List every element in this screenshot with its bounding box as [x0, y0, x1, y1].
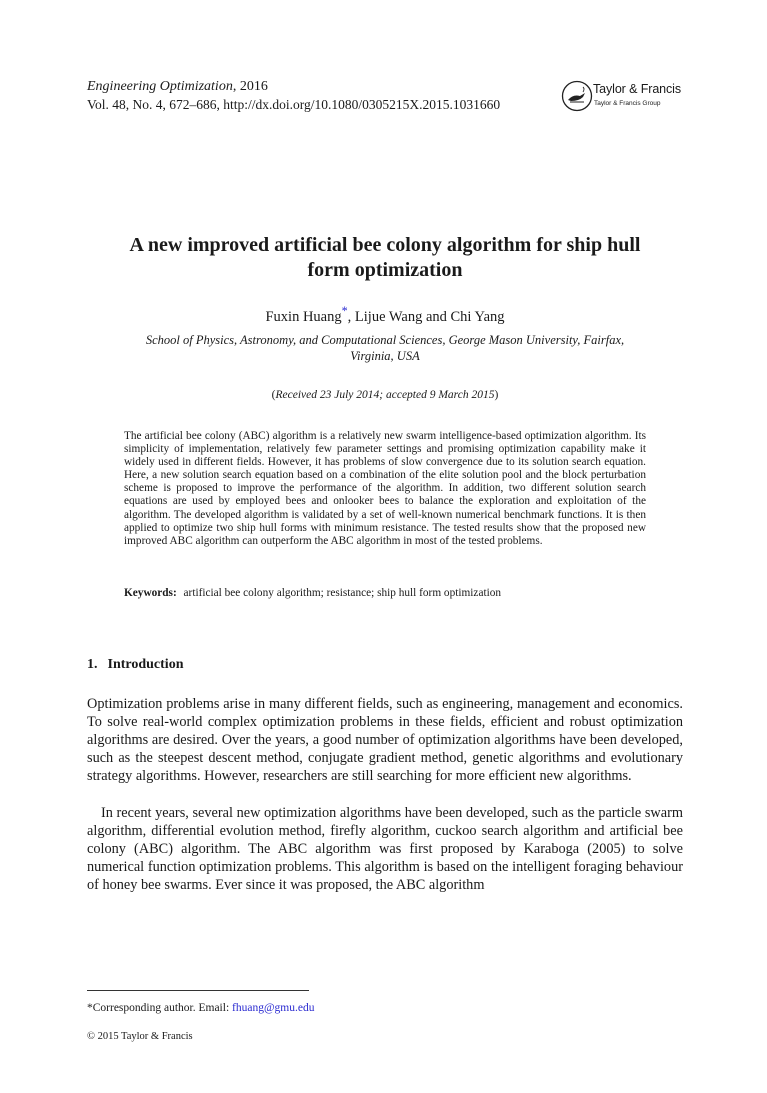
- received-dates: (Received 23 July 2014; accepted 9 March 2015): [271, 389, 499, 401]
- journal-header: [87, 78, 547, 114]
- received-text: Received 23 July 2014; accepted 9 March 2015: [275, 389, 495, 401]
- author-rest: , Lijue Wang and Chi Yang: [347, 308, 505, 325]
- email-link[interactable]: fhuang@gmu.edu: [232, 1002, 315, 1014]
- article-title: [87, 233, 683, 283]
- keywords-list: artificial bee colony algorithm; resistance; ship hull form optimization: [183, 587, 502, 599]
- affiliation-line-2: Virginia, USA: [350, 349, 420, 363]
- keywords: [124, 586, 646, 600]
- intro-paragraph-2: In recent years, several new optimization algorithms have been developed, such as the particle swarm algorithm, differential evolution method, firefly algorithm, cuckoo search algorithm and artificial bee colony (ABC) algorithm. The ABC algorithm was first proposed by Karaboga (2005) to solve numerical function optimization problems. This algorithm is based on the intelligent foraging behaviour of honey bee swarms. Ever since it was proposed, the ABC algorithm: [87, 805, 683, 894]
- publisher-logo: [561, 80, 691, 116]
- section-title: Introduction: [107, 657, 184, 672]
- publisher-name: Taylor & Francis: [593, 82, 682, 96]
- intro-paragraph-1: Optimization problems arise in many different fields, such as engineering, management and economics. To solve real-world complex optimization problems in these fields, efficient and robust optimization algorithms are desired. Over the years, a good number of optimization algorithms have been developed, such as the steepest descent method, conjugate gradient method, genetic algorithms and evolutionary strategy algorithms. However, researchers are still searching for more efficient new algorithms.: [87, 696, 683, 785]
- copyright: © 2015 Taylor & Francis: [87, 1031, 193, 1042]
- keywords-label: Keywords:: [124, 587, 177, 599]
- journal-year: , 2016: [232, 79, 268, 94]
- title-line-2: form optimization: [307, 259, 463, 281]
- title-line-1: A new improved artificial bee colony algorithm for ship hull: [129, 234, 641, 256]
- footnote: [87, 1001, 314, 1015]
- publisher-group: Taylor & Francis Group: [594, 100, 661, 107]
- journal-name: Engineering Optimization: [87, 79, 233, 94]
- section-number: 1.: [87, 657, 98, 672]
- author-main: Fuxin Huang: [265, 308, 342, 325]
- section-heading: [87, 656, 183, 674]
- citation-line: Vol. 48, No. 4, 672–686, http://dx.doi.org/10.1080/0305215X.2015.1031660: [87, 97, 501, 112]
- affiliation: [110, 332, 660, 364]
- affiliation-line-1: School of Physics, Astronomy, and Computational Sciences, George Mason University, Fairfax,: [145, 333, 625, 347]
- journal-title-line: [87, 78, 547, 96]
- corresponding-author-marker[interactable]: *: [341, 304, 348, 318]
- abstract: The artificial bee colony (ABC) algorithm is a relatively new swarm intelligence-based optimization algorithm. Its simplicity of implementation, relatively few parameter settings and promising optimization capability make it widely used in different fields. However, it has problems of slow convergence due to its solution search equation. Here, a new solution search equation based on a combination of the elite solution pool and the block perturbation scheme is proposed to improve the performance of the algorithm. In addition, two different solution search equations are used by employed bees and onlooker bees to balance the exploration and exploitation of the algorithm. The developed algorithm is validated by a set of well-known numerical benchmark functions. It is then applied to optimize two ship hull forms with minimum resistance. The tested results show that the proposed new improved ABC algorithm can outperform the ABC algorithm in most of the tested problems.: [124, 430, 646, 547]
- footnote-divider: [87, 990, 309, 991]
- author-list: [87, 302, 683, 326]
- footnote-text: *Corresponding author. Email:: [87, 1002, 233, 1014]
- lamp-logo-icon: [561, 80, 593, 112]
